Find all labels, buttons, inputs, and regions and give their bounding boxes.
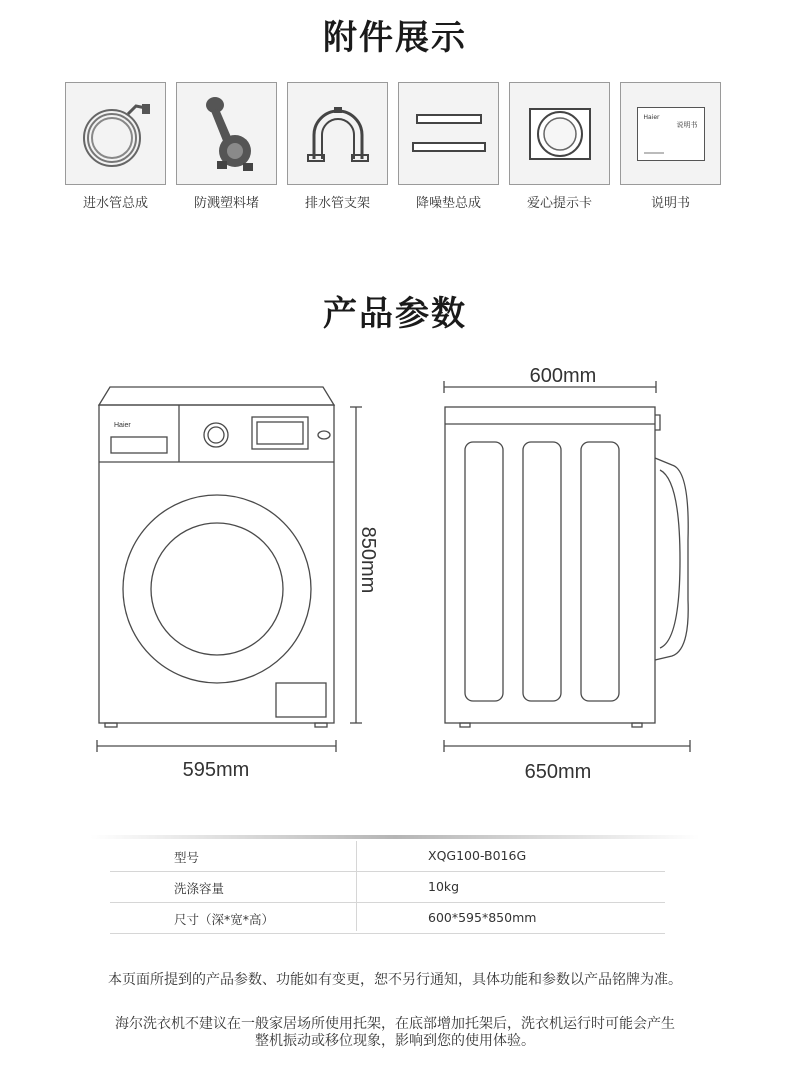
manual-icon bbox=[620, 82, 721, 185]
accessory-item bbox=[620, 82, 721, 211]
noise-reduction-pad-icon bbox=[398, 82, 499, 185]
height-label: 850mm bbox=[357, 526, 379, 594]
drain-pipe-bracket-icon bbox=[287, 82, 388, 185]
spec-column-divider bbox=[356, 841, 357, 931]
accessory-label: 说明书 bbox=[650, 196, 690, 211]
spec-divider bbox=[90, 835, 700, 839]
water-inlet-hose-icon bbox=[65, 82, 166, 185]
spec-table bbox=[110, 841, 665, 934]
dimension-diagram bbox=[0, 340, 790, 800]
front-view-washer bbox=[99, 387, 334, 727]
accessory-label: 防溅塑料堵 bbox=[193, 196, 259, 211]
dimension-lines bbox=[97, 381, 690, 752]
spec-key: 尺寸（深*宽*高） bbox=[174, 912, 275, 927]
width-label: 595mm bbox=[182, 759, 250, 781]
accessories-title: 附件展示 bbox=[323, 18, 467, 58]
accessory-label: 降噪垫总成 bbox=[415, 196, 481, 211]
accessory-item bbox=[509, 82, 610, 211]
accessory-item bbox=[65, 82, 166, 211]
spec-key: 洗涤容量 bbox=[174, 881, 225, 896]
bracket-warning-line1: 海尔洗衣机不建议在一般家居场所使用托架，在底部增加托架后，洗衣机运行时可能会产生 bbox=[115, 1016, 675, 1032]
spec-value: 600*595*850mm bbox=[428, 910, 537, 925]
spec-row-size bbox=[110, 903, 665, 934]
accessory-item bbox=[287, 82, 388, 211]
params-title: 产品参数 bbox=[323, 294, 467, 334]
top-depth-label: 600mm bbox=[529, 365, 597, 387]
spec-row-model bbox=[110, 841, 665, 872]
manual-cover bbox=[637, 107, 705, 161]
bracket-warning-note bbox=[0, 1016, 790, 1050]
machine-brand-logo: Haier bbox=[114, 422, 131, 429]
side-view-washer bbox=[445, 407, 688, 727]
manual-brand-logo: Haier bbox=[643, 113, 660, 121]
spec-value: XQG100-B016G bbox=[428, 848, 527, 863]
accessory-item bbox=[398, 82, 499, 211]
care-tip-card-icon bbox=[509, 82, 610, 185]
accessory-label: 进水管总成 bbox=[82, 196, 148, 211]
manual-line-decoration bbox=[644, 152, 664, 154]
accessory-item bbox=[176, 82, 277, 211]
spec-key: 型号 bbox=[174, 850, 200, 865]
depth-label: 650mm bbox=[524, 761, 592, 783]
splash-plastic-plug-icon bbox=[176, 82, 277, 185]
accessory-label: 爱心提示卡 bbox=[526, 196, 592, 211]
spec-row-capacity bbox=[110, 872, 665, 903]
manual-title: 说明书 bbox=[676, 120, 698, 129]
disclaimer-note: 本页面所提到的产品参数、功能如有变更，恕不另行通知，具体功能和参数以产品铭牌为准。 bbox=[108, 972, 682, 988]
bracket-warning-line2: 整机振动或移位现象，影响到您的使用体验。 bbox=[255, 1033, 535, 1049]
accessory-label: 排水管支架 bbox=[304, 196, 370, 211]
spec-value: 10kg bbox=[428, 879, 460, 894]
